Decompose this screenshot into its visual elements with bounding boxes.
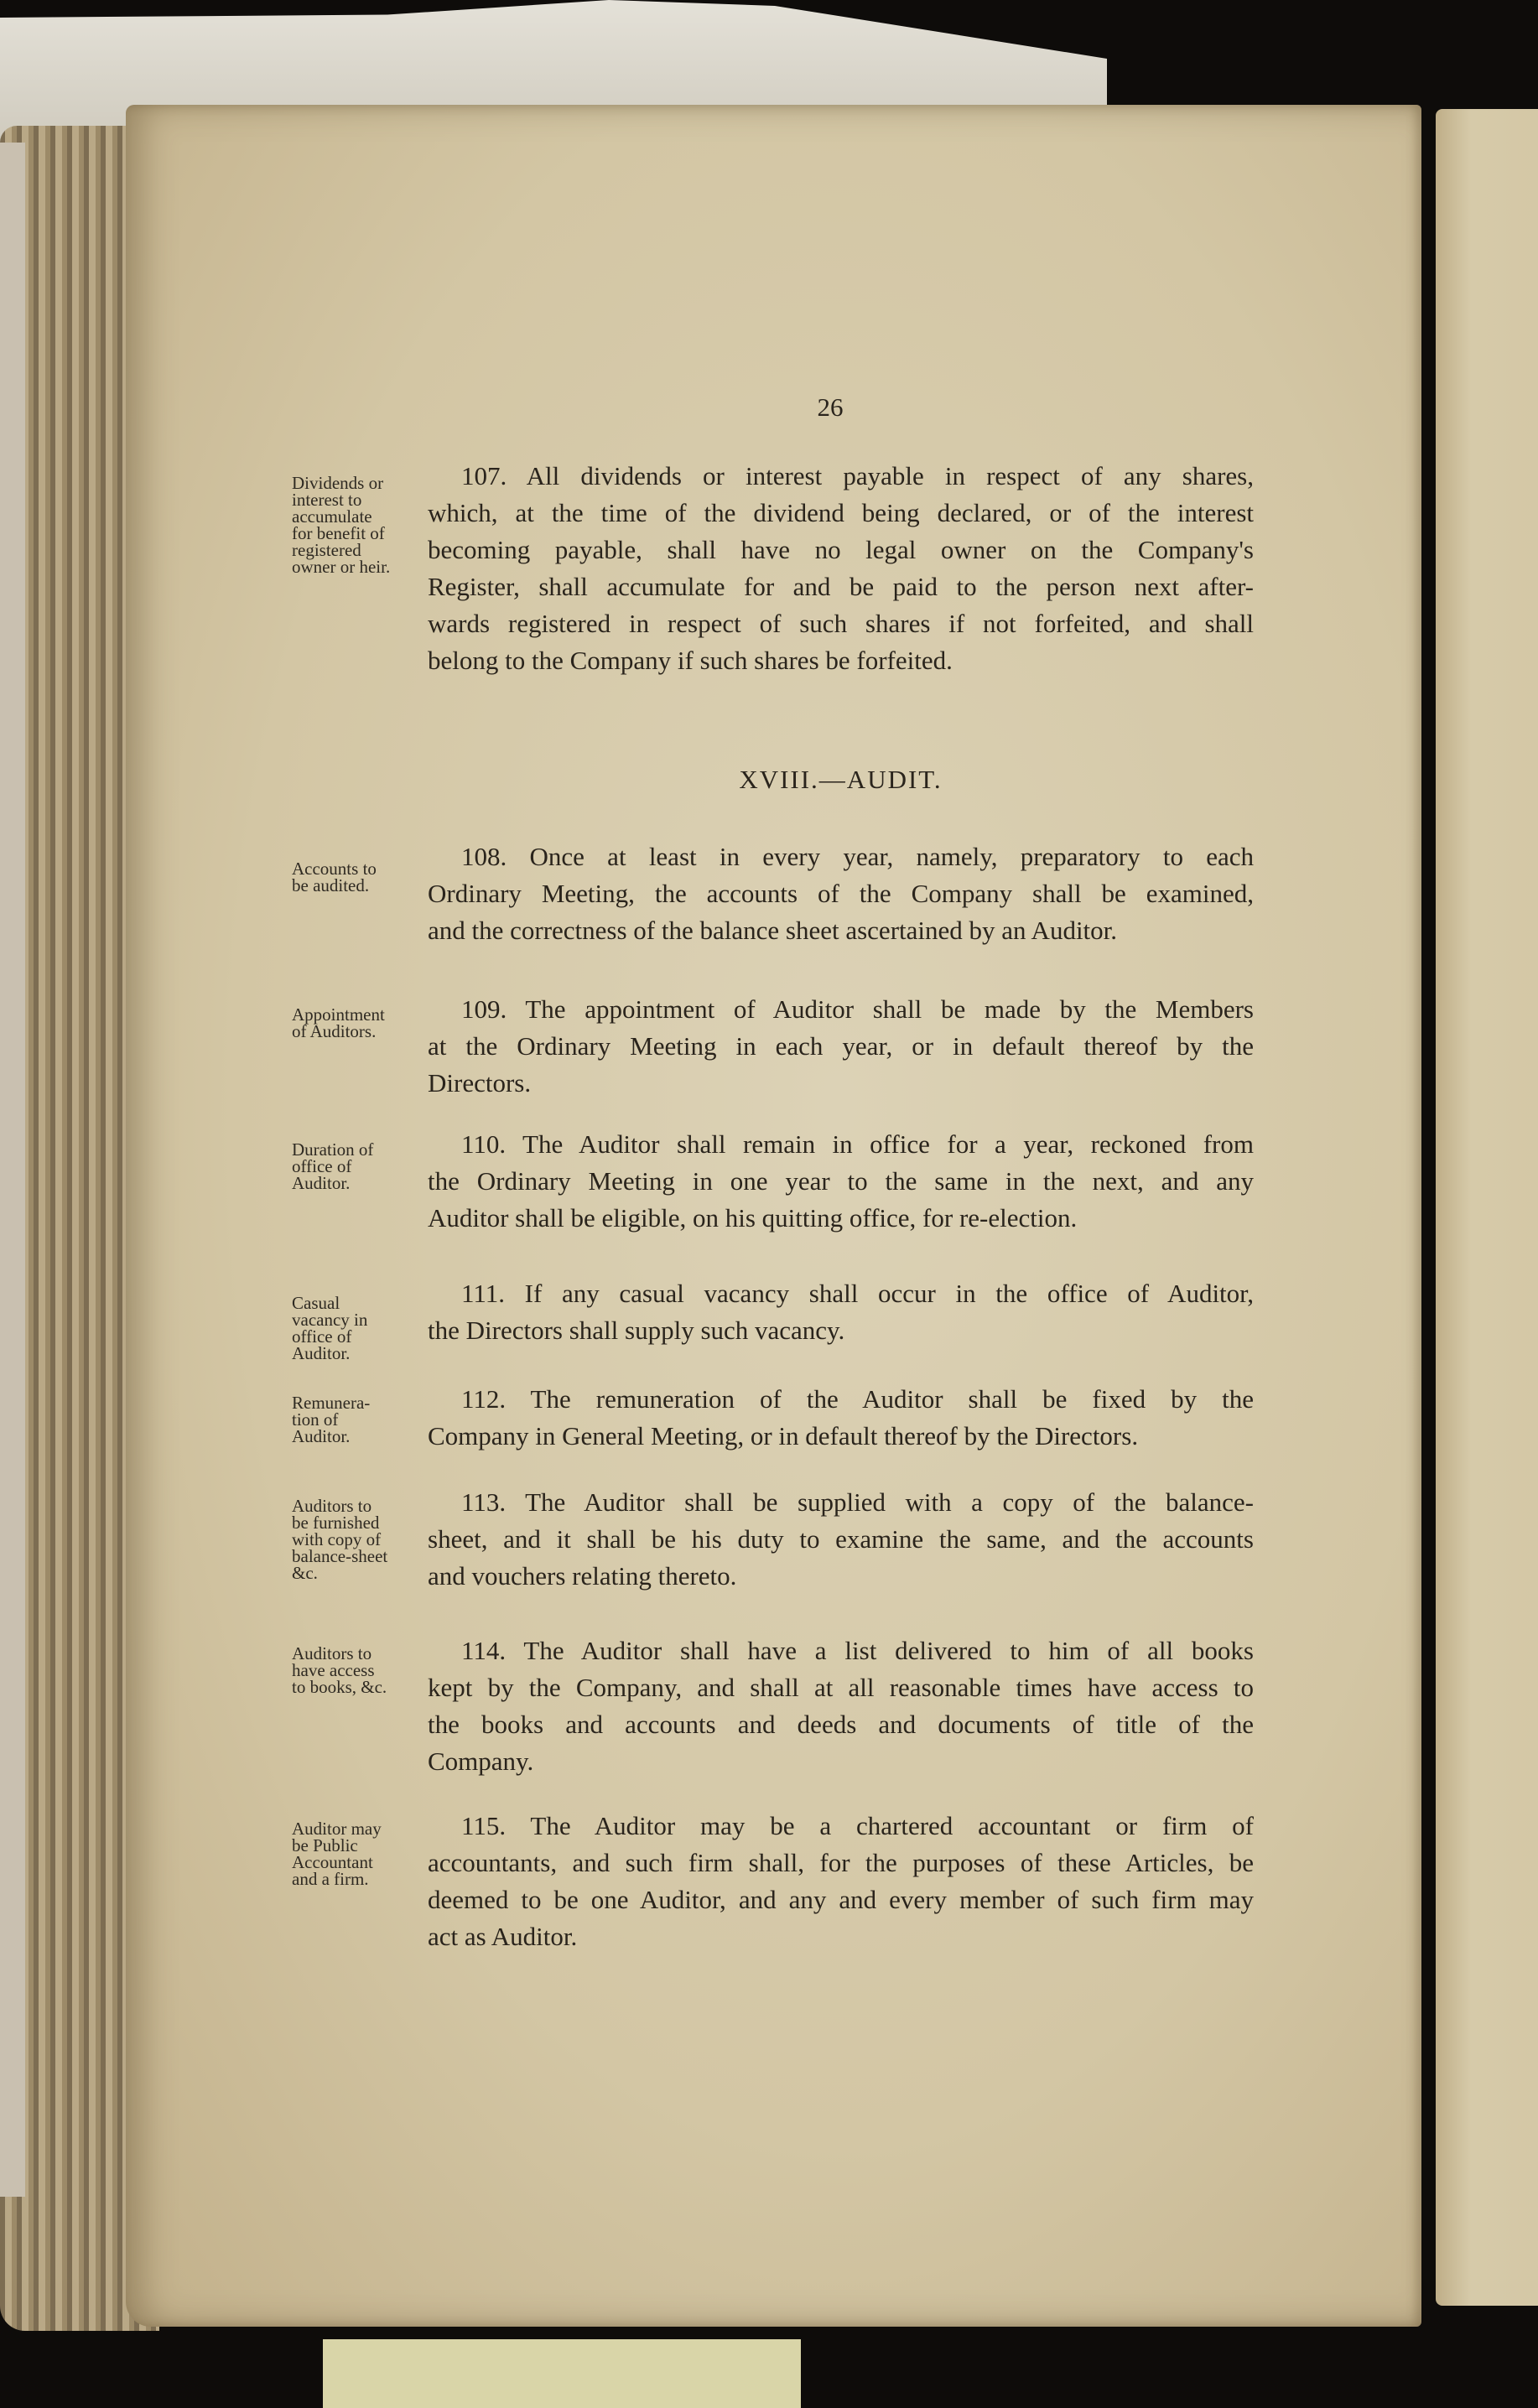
text-line: 114. The Auditor shall have a list delivered to him of all books: [461, 1636, 1254, 1665]
margin-note: Accounts to be audited.: [292, 859, 377, 895]
margin-note: Auditors to have access to books, &c.: [292, 1643, 387, 1697]
margin-note: Appointment of Auditors.: [292, 1004, 385, 1041]
article-paragraph: [428, 1381, 1254, 1455]
text-line: at the Ordinary Meeting in each year, or in default thereof by the: [428, 1031, 1254, 1061]
article-paragraph: [428, 1808, 1254, 1955]
text-line: kept by the Company, and shall at all reasonable times have access to: [428, 1673, 1254, 1702]
text-line: 110. The Auditor shall remain in office for a year, reckoned from: [461, 1129, 1254, 1159]
bottom-paper-tab: [323, 2339, 801, 2408]
text-line: 107. All dividends or interest payable in respect of any shares,: [461, 461, 1254, 490]
text-line: which, at the time of the dividend being declared, or of the interest: [428, 498, 1254, 527]
text-line: 115. The Auditor may be a chartered accountant or firm of: [461, 1811, 1254, 1840]
text-line: accountants, and such firm shall, for the purposes of these Articles, be: [428, 1848, 1254, 1877]
text-line: Register, shall accumulate for and be paid to the person next after-: [428, 572, 1254, 601]
article-paragraph: [428, 1126, 1254, 1237]
text-line: and vouchers relating thereto.: [428, 1561, 737, 1591]
text-line: the Ordinary Meeting in one year to the same in the next, and any: [428, 1166, 1254, 1196]
article-paragraph: [428, 838, 1254, 949]
margin-note: Auditors to be furnished with copy of balance-sheet &c.: [292, 1496, 388, 1583]
text-line: 108. Once at least in every year, namely, preparatory to each: [461, 842, 1254, 871]
text-line: 109. The appointment of Auditor shall be made by the Members: [461, 994, 1254, 1024]
text-line: the books and accounts and deeds and documents of title of the: [428, 1710, 1254, 1739]
text-line: Company in General Meeting, or in default thereof by the Directors.: [428, 1421, 1139, 1451]
text-line: 113. The Auditor shall be supplied with a copy of the balance-: [461, 1487, 1254, 1517]
text-line: Directors.: [428, 1068, 532, 1098]
text-line: Ordinary Meeting, the accounts of the Company shall be examined,: [428, 879, 1254, 908]
text-line: 111. If any casual vacancy shall occur in the office of Auditor,: [461, 1279, 1254, 1308]
article-paragraph: [428, 1275, 1254, 1349]
margin-note: Casual vacancy in office of Auditor.: [292, 1293, 368, 1363]
text-line: belong to the Company if such shares be forfeited.: [428, 646, 953, 675]
article-paragraph: [428, 1484, 1254, 1595]
page-number: 26: [817, 392, 844, 422]
margin-note: Auditor may be Public Accountant and a firm.: [292, 1819, 382, 1889]
text-line: act as Auditor.: [428, 1922, 578, 1951]
margin-note: Remunera- tion of Auditor.: [292, 1393, 371, 1446]
facing-page: [1436, 109, 1538, 2306]
article-paragraph: [428, 458, 1254, 679]
text-line: Auditor shall be eligible, on his quitting office, for re-election.: [428, 1203, 1078, 1233]
left-background-strip: [0, 143, 25, 2197]
text-line: becoming payable, shall have no legal owner on the Company's: [428, 535, 1254, 564]
margin-note: Dividends or interest to accumulate for benefit of registered owner or heir.: [292, 473, 391, 577]
section-heading: XVIII.—AUDIT.: [739, 765, 943, 794]
text-line: 112. The remuneration of the Auditor shall be fixed by the: [461, 1384, 1254, 1414]
text-line: sheet, and it shall be his duty to examine the same, and the accounts: [428, 1524, 1254, 1554]
text-line: Company.: [428, 1746, 534, 1776]
article-paragraph: [428, 1632, 1254, 1780]
text-line: the Directors shall supply such vacancy.: [428, 1316, 845, 1345]
text-line: and the correctness of the balance sheet ascertained by an Auditor.: [428, 916, 1118, 945]
article-paragraph: [428, 991, 1254, 1102]
margin-note: Duration of office of Auditor.: [292, 1139, 374, 1193]
text-line: wards registered in respect of such shares if not forfeited, and shall: [428, 609, 1254, 638]
text-line: deemed to be one Auditor, and any and every member of such firm may: [428, 1885, 1254, 1914]
